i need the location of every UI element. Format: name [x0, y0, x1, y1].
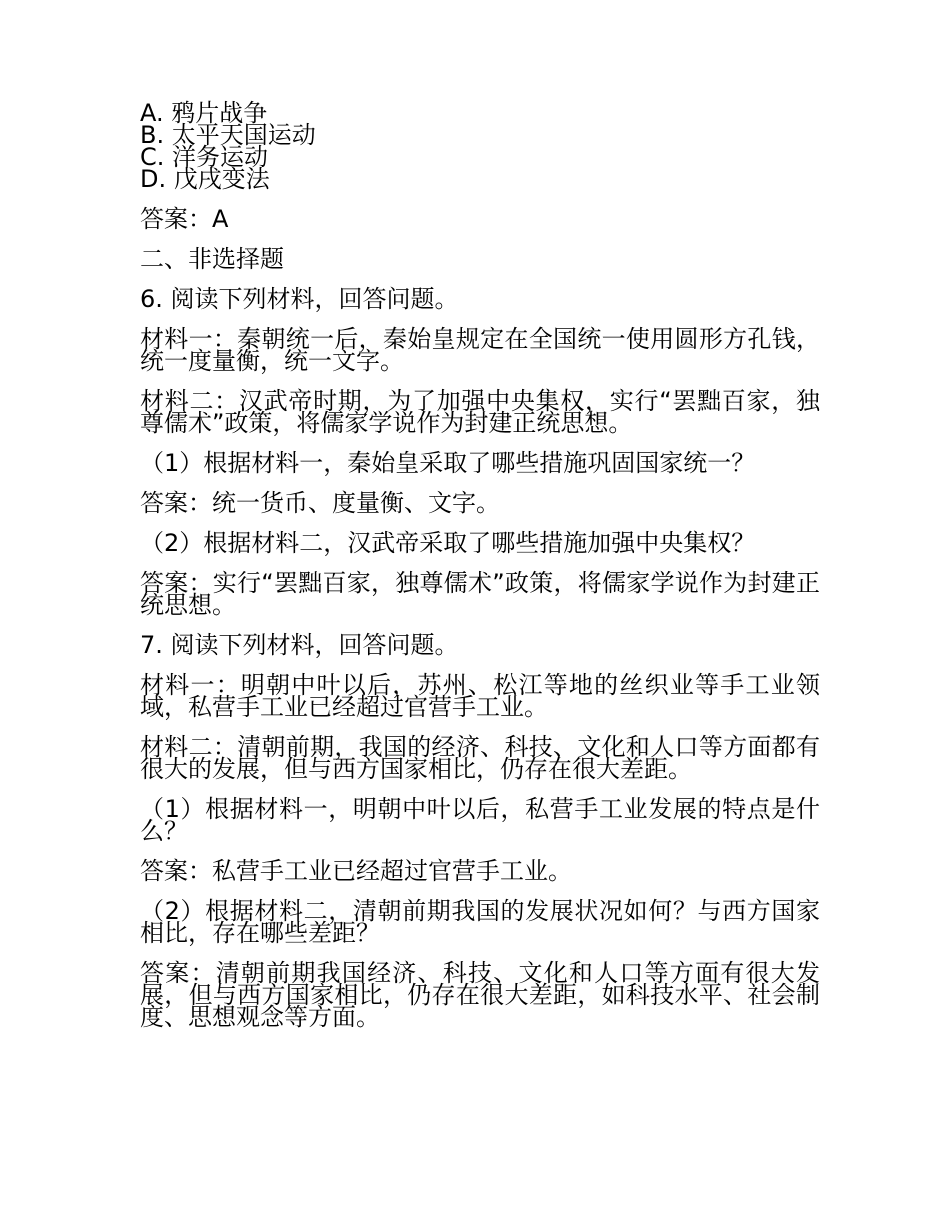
question-6-sub-1: （1）根据材料一，秦始皇采取了哪些措施巩固国家统一？ — [140, 449, 756, 477]
question-7-material-1: 材料一：明朝中叶以后，苏州、松江等地的丝织业等手工业领域，私营手工业已经超过官营手工业。 — [140, 671, 820, 721]
question-6-title: 6. 阅读下列材料，回答问题。 — [140, 285, 459, 313]
answer-choice: 答案：A — [140, 205, 229, 233]
option-a: A. 鸦片战争 — [140, 99, 268, 127]
document-page — [140, 99, 820, 1046]
question-7-title: 7. 阅读下列材料，回答问题。 — [140, 631, 459, 659]
question-7-sub-1: （1）根据材料一，明朝中叶以后，私营手工业发展的特点是什么？ — [140, 795, 820, 845]
question-7-answer-1: 答案：私营手工业已经超过官营手工业。 — [140, 857, 572, 885]
question-7-sub-2: （2）根据材料二，清朝前期我国的发展状况如何？与西方国家相比，存在哪些差距？ — [140, 897, 820, 947]
question-6-answer-1: 答案：统一货币、度量衡、文字。 — [140, 489, 500, 517]
question-7-material-2: 材料二：清朝前期，我国的经济、科技、文化和人口等方面都有很大的发展，但与西方国家相比，仍存在很大差距。 — [140, 733, 820, 783]
option-d: D. 戊戌变法 — [140, 165, 270, 193]
question-7-answer-2: 答案：清朝前期我国经济、科技、文化和人口等方面有很大发展，但与西方国家相比，仍存在很大差距，如科技水平、社会制度、思想观念等方面。 — [140, 959, 820, 1031]
question-6-material-2: 材料二：汉武帝时期，为了加强中央集权，实行“罢黜百家，独尊儒术”政策，将儒家学说作为封建正统思想。 — [140, 387, 820, 437]
question-6-sub-2: （2）根据材料二，汉武帝采取了哪些措施加强中央集权？ — [140, 529, 756, 557]
option-b: B. 太平天国运动 — [140, 121, 316, 149]
question-6-material-1: 材料一：秦朝统一后，秦始皇规定在全国统一使用圆形方孔钱，统一度量衡，统一文字。 — [140, 325, 820, 375]
section-heading: 二、非选择题 — [140, 245, 284, 273]
question-6-answer-2: 答案：实行“罢黜百家，独尊儒术”政策，将儒家学说作为封建正统思想。 — [140, 569, 820, 619]
option-c: C. 洋务运动 — [140, 143, 269, 171]
choice-options — [140, 99, 820, 193]
